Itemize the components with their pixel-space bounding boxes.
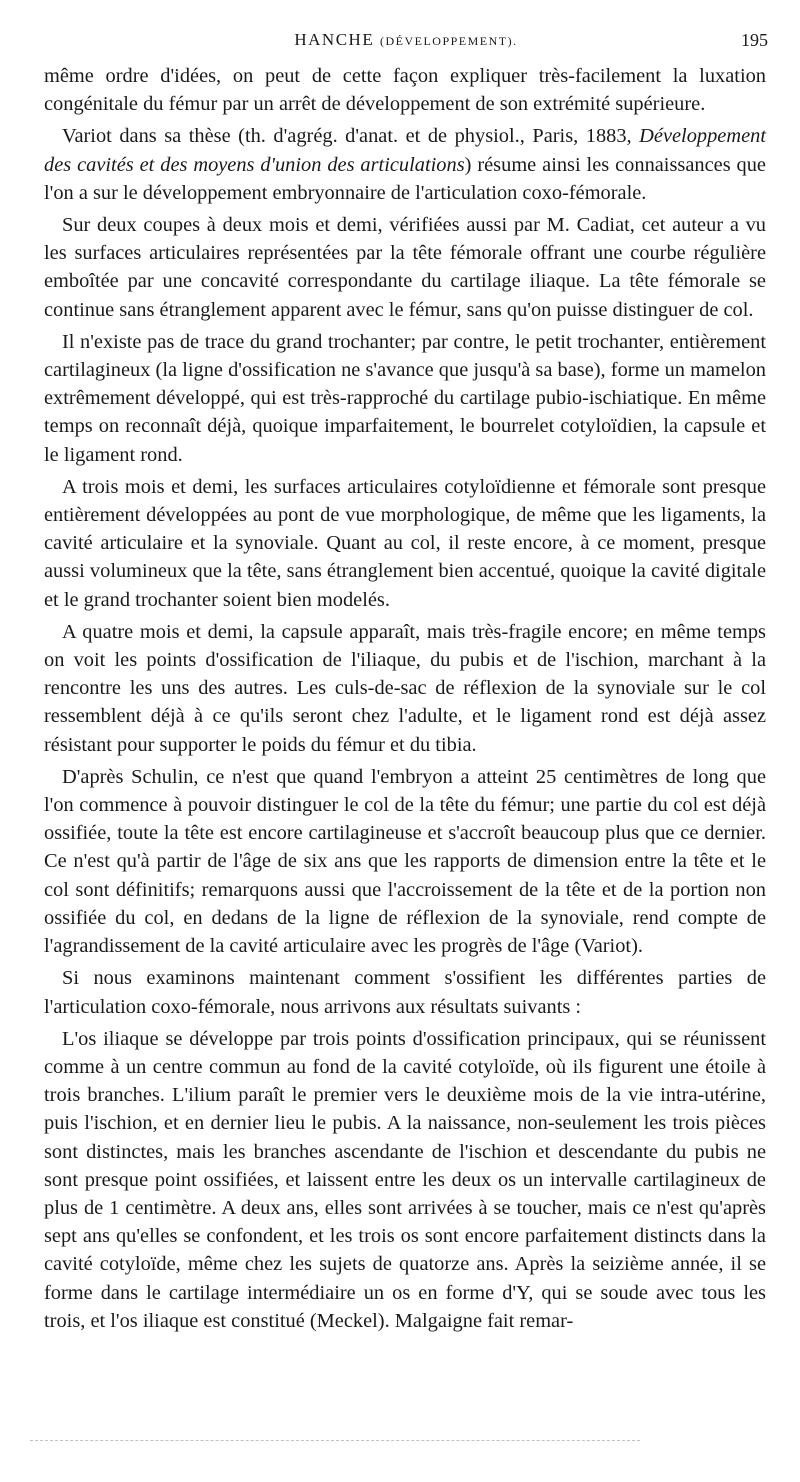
paragraph: L'os iliaque se développe par trois points d'ossification principaux, qui se réunissent comme à un centre commun au fond de la cavité cotyloïde, où ils figurent une étoile à trois branches. L'ilium paraît le premier vers le deuxième mois de la vie intra-utérine, puis l'ischion, et en dernier lieu le pubis. A la naissance, non-seulement les trois pièces sont distinctes, mais les branches ascendante de l'ischion et descendante du pubis ne sont presque point ossifiées, et laissent entre les deux os un intervalle cartilagineux de plus de 1 centimètre. A deux ans, elles sont arrivées à se toucher, mais ce n'est qu'après sept ans qu'elles se confondent, et les trois os sont encore parfaitement distincts dans la cavité cotyloïde, même chez les sujets de quatorze ans. Après la seizième année, il se forme dans le cartilage intermédiaire un os en forme d'Y, qui se soude avec tous les trois, et l'os iliaque est constitué (Meckel). Malgaigne fait remar- bbox=[44, 1027, 766, 1332]
running-head bbox=[44, 30, 768, 54]
paragraph: D'après Schulin, ce n'est que quand l'embryon a atteint 25 centimètres de long que l'on commence à pouvoir distinguer le col de la tête du fémur; une partie du col est déjà ossifiée, toute la tête est encore cartilagineuse et s'accroît beaucoup plus que ce dernier. Ce n'est qu'à partir de l'âge de six ans que les rapports de dimension entre la tête et le col sont définitifs; remarquons aussi que l'accroissement de la tête et de la portion non ossifiée du col, en dedans de la ligne de réflexion de la synoviale, rend compte de l'agrandissement de la cavité articulaire avec les progrès de l'âge (Variot). bbox=[44, 765, 766, 958]
paragraph-text: ) résume ainsi les connaissances que l'on a sur le développement embryonnaire de l'articulation coxo-fémorale. bbox=[44, 153, 766, 204]
body-text bbox=[44, 62, 766, 1335]
thesis-title: Développement des cavités et des moyens d'union des articulations bbox=[44, 125, 766, 176]
paragraph: Il n'existe pas de trace du grand trochanter; par contre, le petit trochanter, entièrement cartilagineux (la ligne d'ossification ne s'avance que jusqu'à sa base), forme un mamelon extrêmement développé, qui est très-rapproché du cartilage pubio-ischiatique. En même temps on reconnaît déjà, quoique imparfaitement, le bourrelet cotyloïdien, la capsule et le ligament rond. bbox=[44, 330, 766, 466]
chapter-heading bbox=[44, 30, 768, 50]
paragraph: même ordre d'idées, on peut de cette façon expliquer très-facilement la luxation congénitale du fémur par un arrêt de développement de son extrémité supérieure. bbox=[44, 65, 766, 116]
paragraph-text: Variot dans sa thèse (th. d'agrég. d'anat. et de physiol., Paris, 1883, bbox=[62, 125, 640, 148]
paragraph: Si nous examinons maintenant comment s'ossifient les différentes parties de l'articulation coxo-fémorale, nous arrivons aux résultats suivants : bbox=[44, 967, 766, 1018]
paragraph bbox=[44, 122, 766, 207]
heading-subtitle: (DÉVELOPPEMENT). bbox=[379, 34, 518, 48]
paragraph: Sur deux coupes à deux mois et demi, vérifiées aussi par M. Cadiat, cet auteur a vu les surfaces articulaires représentées par la tête fémorale offrant une courbe régulière emboîtée par une concavité correspondante du cartilage iliaque. La tête fémorale se continue sans étranglement apparent avec le fémur, sans qu'on puisse distinguer de col. bbox=[44, 214, 766, 321]
heading-main: HANCHE bbox=[294, 30, 375, 49]
paragraph: A quatre mois et demi, la capsule apparaît, mais très-fragile encore; en même temps on voit les points d'ossification de l'iliaque, du pubis et de l'ischion, marchant à la rencontre les uns des autres. Les culs-de-sac de réflexion de la synoviale sur le col ressemblent déjà à ce qu'ils seront chez l'adulte, et le ligament rond est déjà assez résistant pour supporter le poids du fémur et du tibia. bbox=[44, 620, 766, 756]
page-number: 195 bbox=[741, 30, 768, 50]
footer-rule bbox=[30, 1440, 640, 1441]
paragraph: A trois mois et demi, les surfaces articulaires cotyloïdienne et fémorale sont presque entièrement développées au pont de vue morphologique, de même que les ligaments, la cavité articulaire et la synoviale. Quant au col, il reste encore, à ce moment, presque aussi volumineux que la tête, sans étranglement bien accentué, quoique la cavité digitale et le grand trochanter soient bien modelés. bbox=[44, 475, 766, 611]
